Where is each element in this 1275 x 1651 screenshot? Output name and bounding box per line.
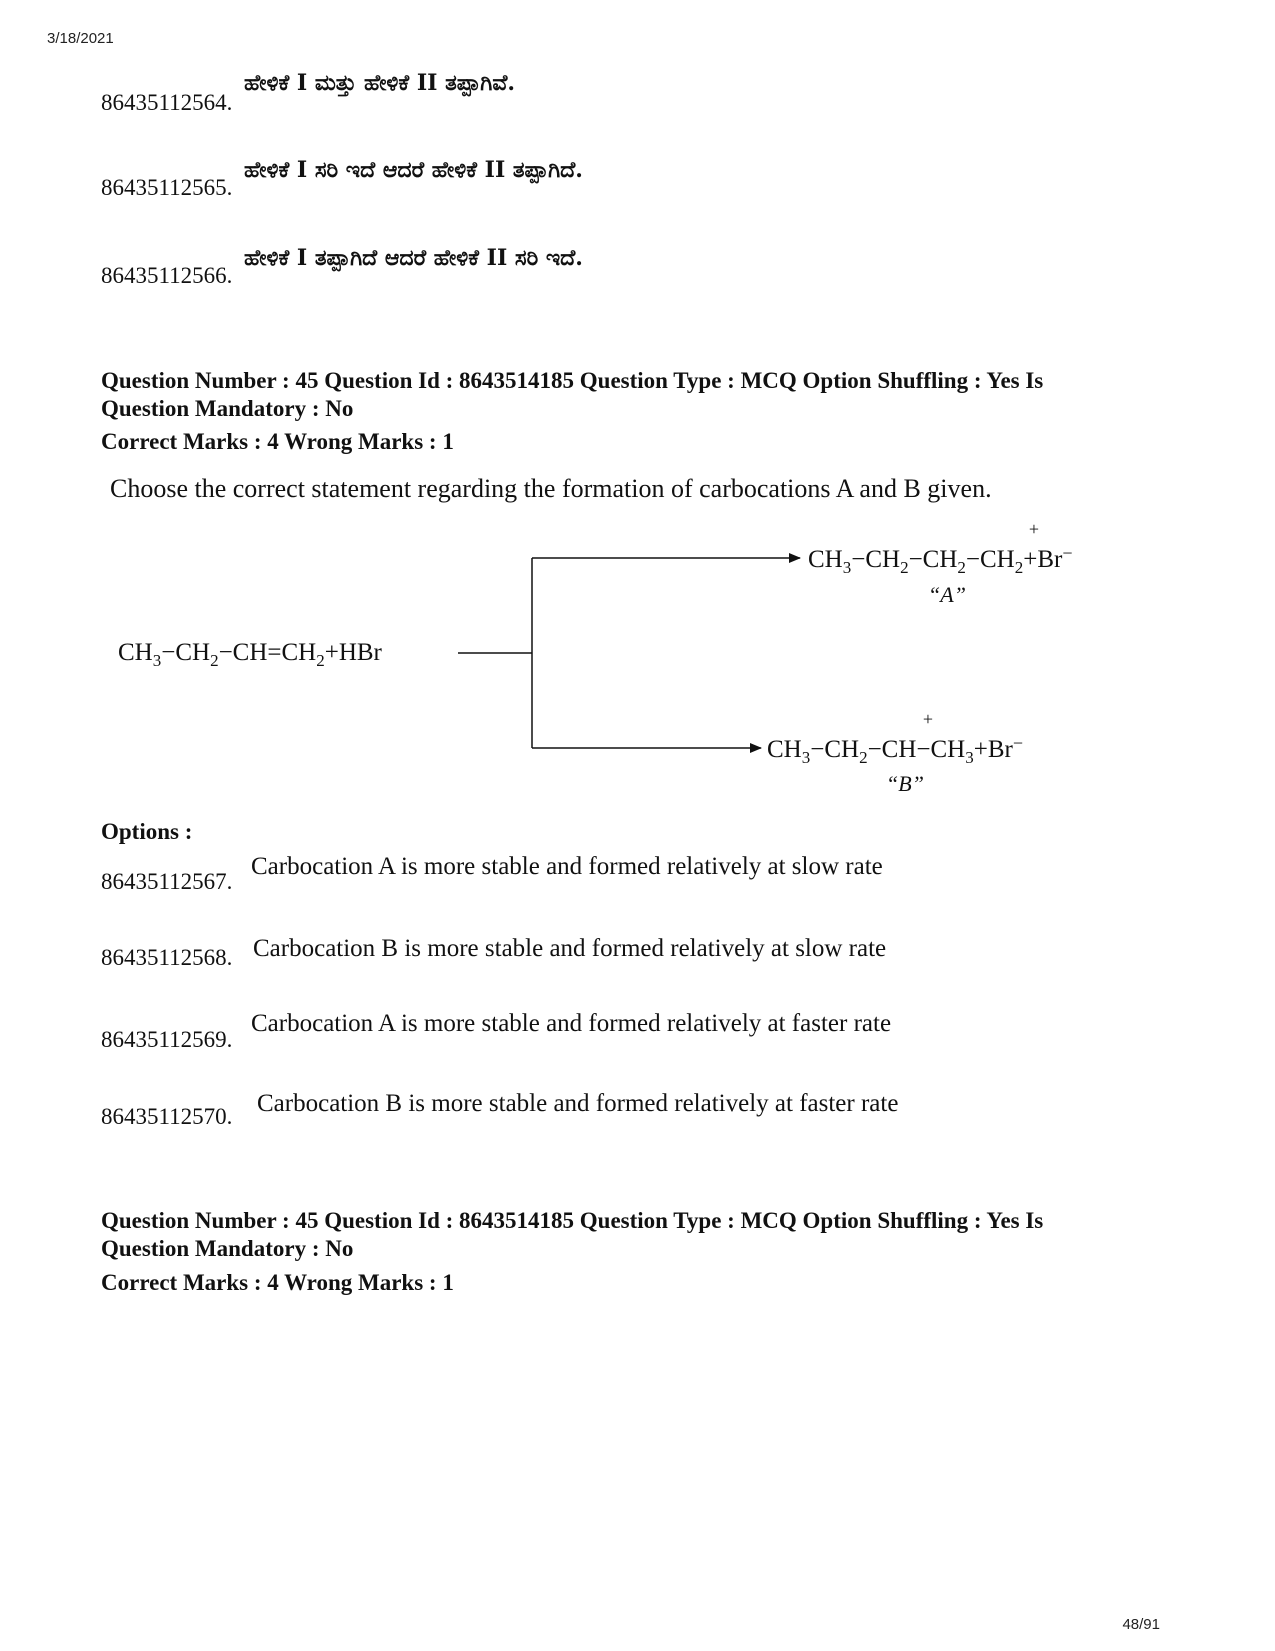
option-id: 86435112568. [101, 945, 233, 970]
option-id: 86435112570. [101, 1104, 233, 1129]
option-id: 86435112566. [101, 263, 233, 288]
product-a-label: “A” [928, 582, 966, 607]
product-b-label: “B” [886, 771, 924, 796]
product-a-charge: + [1028, 519, 1040, 539]
question-header: Question Number : 45 Question Id : 8643514185 Question Type : MCQ Option Shuffling : Yes Is Question Mandatory : No [101, 368, 1044, 421]
reaction-diagram [0, 510, 1275, 810]
print-date: 3/18/2021 [47, 30, 114, 47]
option-text: ಹೇಳಿಕೆ I ಮತ್ತು ಹೇಳಿಕೆ II ತಪ್ಪಾಗಿವೆ. [244, 70, 516, 96]
next-question-header: Question Number : 45 Question Id : 8643514185 Question Type : MCQ Option Shuffling : Yes Is Question Mandatory : No [101, 1208, 1044, 1261]
product-a-formula: $CH_3-CH_2-CH_2-CH_2+Br^-$ [808, 543, 1073, 577]
option-text: ಹೇಳಿಕೆ I ಸರಿ ಇದೆ ಆದರೆ ಹೇಳಿಕೆ II ತಪ್ಪಾಗಿದೆ. [244, 157, 583, 183]
reactant-formula: $CH_3-CH_2-CH=CH_2+HBr$ [118, 639, 382, 670]
product-b-formula: $CH_3-CH_2-CH-CH_3+Br^-$ [767, 733, 1023, 767]
options-label: Options : [101, 819, 193, 844]
option-id: 86435112567. [101, 869, 233, 894]
option-id: 86435112565. [101, 175, 233, 200]
question-marks: Correct Marks : 4 Wrong Marks : 1 [101, 429, 454, 454]
option-text: ಹೇಳಿಕೆ I ತಪ್ಪಾಗಿದೆ ಆದರೆ ಹೇಳಿಕೆ II ಸರಿ ಇದೆ. [244, 245, 583, 271]
product-b-charge: + [922, 709, 934, 729]
next-question-marks: Correct Marks : 4 Wrong Marks : 1 [101, 1270, 454, 1295]
page-number: 48/91 [1122, 1616, 1160, 1633]
option-text: Carbocation B is more stable and formed relatively at slow rate [253, 935, 887, 962]
option-id: 86435112564. [101, 90, 233, 115]
option-text: Carbocation A is more stable and formed relatively at slow rate [251, 853, 883, 880]
option-id: 86435112569. [101, 1027, 233, 1052]
option-text: Carbocation B is more stable and formed relatively at faster rate [257, 1090, 899, 1117]
question-stem: Choose the correct statement regarding the formation of carbocations A and B given. [110, 474, 992, 503]
option-text: Carbocation A is more stable and formed relatively at faster rate [251, 1010, 892, 1037]
